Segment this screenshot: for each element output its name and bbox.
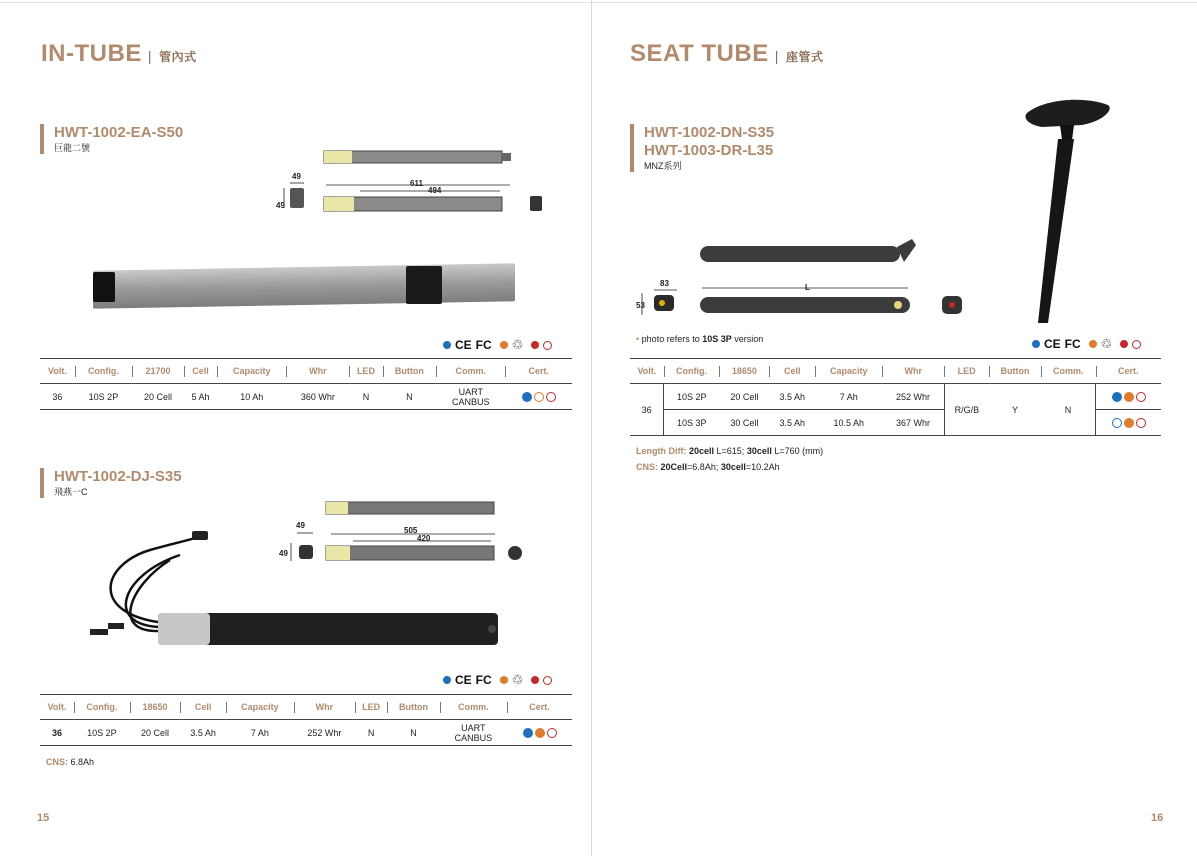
- dim-width: 83: [660, 279, 669, 288]
- header-cell-type: 21700: [132, 359, 184, 384]
- cns-b-bold: 30cell: [720, 462, 746, 472]
- cert-orange-outline-icon: [534, 392, 544, 402]
- page-title-seat-tube: [630, 40, 824, 68]
- header-cert: Cert.: [507, 695, 572, 720]
- header-led: LED: [355, 695, 387, 720]
- fc-mark-icon: FC: [1064, 337, 1081, 351]
- cell-button: N: [387, 720, 439, 746]
- cert-orange-filled-icon: [1124, 418, 1134, 428]
- length-diff-b-bold: 30cell: [746, 446, 772, 456]
- header-whr: Whr: [294, 695, 355, 720]
- header-comm: Comm.: [1041, 359, 1096, 384]
- header-cell: Cell: [184, 359, 217, 384]
- cell-config: 10S 2P: [664, 384, 720, 410]
- cell-cert: [1096, 384, 1161, 410]
- length-diff-label: Length Diff:: [636, 446, 687, 456]
- dimension-drawing-seatpost: [632, 235, 992, 330]
- header-config: Config.: [74, 695, 130, 720]
- spec-header-row: [40, 695, 572, 720]
- header-capacity: Capacity: [815, 359, 882, 384]
- red-dot-icon: [531, 676, 539, 684]
- cell-count: 20 Cell: [719, 384, 769, 410]
- red-dot-icon: [1120, 340, 1128, 348]
- model-cn-name: 飛燕一C: [54, 487, 88, 497]
- photo-note-pre: photo refers to: [641, 334, 703, 344]
- title-subtitle: 座管式: [786, 50, 824, 64]
- fc-mark-icon: FC: [475, 673, 492, 687]
- product-photo-dj-s35: [80, 525, 500, 650]
- battery-top-cells: [324, 151, 352, 163]
- spec-header-row: [630, 359, 1161, 384]
- cell-whr: 367 Whr: [882, 410, 944, 436]
- cert-orange-filled-icon: [1124, 392, 1134, 402]
- header-comm: Comm.: [436, 359, 505, 384]
- header-config: Config.: [75, 359, 132, 384]
- model-heading-ea-s50: [40, 124, 183, 154]
- cell-config: 10S 2P: [74, 720, 130, 746]
- cell-whr: 252 Whr: [294, 720, 355, 746]
- blue-dot-icon: [1032, 340, 1040, 348]
- header-button: Button: [989, 359, 1041, 384]
- dim-length-total: 611: [410, 179, 423, 188]
- product-joint-cap: [406, 266, 442, 304]
- dim-height: 49: [276, 201, 285, 210]
- dim-width: 49: [292, 172, 301, 181]
- cell-comm: UART CANBUS: [440, 720, 508, 746]
- cell-led: N: [355, 720, 387, 746]
- cell-whr: 252 Whr: [882, 384, 944, 410]
- photo-note: [636, 334, 763, 344]
- header-volt: Volt.: [40, 695, 74, 720]
- product-photo-ea-s50: [93, 263, 515, 308]
- battery-top-view: [326, 502, 494, 514]
- cell-capacity: 7 Ah: [226, 720, 294, 746]
- model-cn-name: 巨龍二號: [54, 143, 91, 153]
- cell-capacity: 7 Ah: [815, 384, 882, 410]
- cell-cell-ah: 3.5 Ah: [769, 410, 815, 436]
- header-config: Config.: [664, 359, 720, 384]
- model-heading-dj-s35: [40, 468, 182, 498]
- cns-note-seatpost: [636, 462, 780, 472]
- length-diff-note: [636, 446, 823, 456]
- length-diff-a-bold: 20cell: [689, 446, 715, 456]
- header-volt: Volt.: [630, 359, 664, 384]
- dim-diameter: 53: [636, 301, 645, 310]
- title-text: IN-TUBE: [41, 40, 142, 67]
- cns-note-dj-s35: [46, 757, 94, 767]
- ul-mark-icon: [543, 676, 552, 685]
- spec-table-dj-s35: [40, 694, 572, 746]
- table-row: [40, 720, 572, 746]
- cert-blue-filled-icon: [523, 728, 533, 738]
- header-whr: Whr: [286, 359, 349, 384]
- title-text: SEAT TUBE: [630, 40, 769, 67]
- tube-side-view: [700, 297, 910, 313]
- cert-red-outline-icon: [1136, 392, 1146, 402]
- cell-count: 30 Cell: [719, 410, 769, 436]
- model-name-1: HWT-1002-DN-S35: [644, 124, 775, 141]
- model-name: HWT-1002-DJ-S35: [54, 468, 182, 485]
- cns-label: CNS:: [636, 462, 658, 472]
- photo-note-bold: 10S 3P: [702, 334, 732, 344]
- cell-comm: UART CANBUS: [436, 384, 505, 410]
- cert-blue-filled-icon: [522, 392, 532, 402]
- cell-volt: 36: [40, 720, 74, 746]
- cns-value: 6.8Ah: [70, 757, 95, 767]
- cell-cert: [507, 720, 572, 746]
- battery-top-connector: [502, 153, 511, 161]
- dim-length-total: 505: [404, 526, 418, 535]
- spec-table-ea-s50: [40, 358, 572, 410]
- cell-volt: 36: [630, 384, 664, 436]
- cert-logos-seatpost: [1032, 336, 1141, 352]
- cns-label: CNS:: [46, 757, 68, 767]
- length-diff-b: L=760 (mm): [771, 446, 824, 456]
- cert-logos-ea-s50: [443, 337, 552, 353]
- page-number: 16: [1151, 812, 1164, 824]
- cert-orange-filled-icon: [535, 728, 545, 738]
- title-separator: |: [774, 48, 779, 64]
- cert-red-outline-icon: [546, 392, 556, 402]
- header-whr: Whr: [882, 359, 944, 384]
- cell-cert: [1096, 410, 1161, 436]
- page-right: [592, 0, 1197, 856]
- page-number: 15: [37, 812, 50, 824]
- cell-whr: 360 Whr: [286, 384, 349, 410]
- model-cn-name: MNZ系列: [644, 161, 682, 171]
- cell-config: 10S 2P: [75, 384, 132, 410]
- table-row: [630, 384, 1161, 410]
- model-heading-dn-dr: [630, 124, 774, 172]
- ce-mark-icon: CE: [455, 338, 472, 352]
- connector-view: [508, 546, 522, 560]
- header-cell-type: 18650: [130, 695, 180, 720]
- spec-header-row: [40, 359, 572, 384]
- orange-dot-icon: [500, 676, 508, 684]
- cert-red-outline-icon: [547, 728, 557, 738]
- cell-cell-ah: 5 Ah: [184, 384, 217, 410]
- cell-button: Y: [989, 384, 1041, 436]
- dim-length-body: 420: [417, 534, 431, 543]
- title-separator: |: [147, 48, 152, 64]
- cell-cell-ah: 3.5 Ah: [769, 384, 815, 410]
- battery-side-cells: [324, 197, 354, 211]
- cell-button: N: [383, 384, 437, 410]
- header-button: Button: [383, 359, 437, 384]
- cell-comm: N: [1041, 384, 1096, 436]
- recycle-icon: ♲: [511, 337, 524, 352]
- length-diff-a: L=615;: [714, 446, 745, 456]
- recycle-icon: ♲: [1100, 336, 1113, 351]
- ce-mark-icon: CE: [455, 673, 472, 687]
- header-cert: Cert.: [1096, 359, 1161, 384]
- cert-red-outline-icon: [1136, 418, 1146, 428]
- cell-capacity: 10 Ah: [217, 384, 286, 410]
- product-photo-seatpost: [1012, 95, 1122, 330]
- header-comm: Comm.: [440, 695, 508, 720]
- recycle-icon: ♲: [511, 672, 524, 687]
- cell-led: N: [349, 384, 382, 410]
- product-endcap-left: [93, 272, 115, 302]
- dim-width: 49: [296, 521, 305, 530]
- cell-count: 20 Cell: [130, 720, 180, 746]
- blue-dot-icon: [443, 676, 451, 684]
- cns-a-bold: 20Cell: [660, 462, 688, 472]
- header-capacity: Capacity: [217, 359, 286, 384]
- header-cell: Cell: [769, 359, 815, 384]
- battery-top-cells: [326, 502, 348, 514]
- cell-capacity: 10.5 Ah: [815, 410, 882, 436]
- model-name-2: HWT-1003-DR-L35: [644, 142, 774, 159]
- orange-dot-icon: [500, 341, 508, 349]
- ce-mark-icon: CE: [1044, 337, 1061, 351]
- blue-dot-icon: [443, 341, 451, 349]
- header-led: LED: [944, 359, 989, 384]
- header-volt: Volt.: [40, 359, 75, 384]
- header-capacity: Capacity: [226, 695, 294, 720]
- cert-blue-filled-icon: [1112, 392, 1122, 402]
- dim-length-body: 494: [428, 186, 442, 195]
- dim-height: 49: [279, 549, 288, 558]
- tube-top-head: [897, 239, 916, 262]
- spec-table-seatpost: [630, 358, 1161, 436]
- header-cell-type: 18650: [719, 359, 769, 384]
- cell-cert: [505, 384, 572, 410]
- dim-length: L: [805, 283, 810, 292]
- fc-mark-icon: FC: [475, 338, 492, 352]
- bullet-icon: •: [636, 334, 640, 344]
- header-cert: Cert.: [505, 359, 572, 384]
- cell-count: 20 Cell: [132, 384, 184, 410]
- cns-a: =6.8Ah;: [687, 462, 719, 472]
- title-subtitle: 管內式: [159, 50, 197, 64]
- photo-note-post: version: [731, 334, 764, 344]
- page-title-in-tube: [41, 40, 197, 68]
- ul-mark-icon: [1132, 340, 1141, 349]
- cert-blue-outline-icon: [1112, 418, 1122, 428]
- header-led: LED: [349, 359, 382, 384]
- battery-end-view: [290, 188, 304, 208]
- red-dot-icon: [531, 341, 539, 349]
- header-cell: Cell: [180, 695, 226, 720]
- page-left: [0, 0, 592, 856]
- cns-b: =10.2Ah: [745, 462, 780, 472]
- tube-top-view: [700, 246, 900, 262]
- cell-volt: 36: [40, 384, 75, 410]
- cell-cell-ah: 3.5 Ah: [180, 720, 226, 746]
- cert-logos-dj-s35: [443, 672, 552, 688]
- header-button: Button: [387, 695, 439, 720]
- table-row: [40, 384, 572, 410]
- cell-led: R/G/B: [944, 384, 989, 436]
- cell-config: 10S 3P: [664, 410, 720, 436]
- connector-view: [530, 196, 542, 211]
- orange-dot-icon: [1089, 340, 1097, 348]
- ul-mark-icon: [543, 341, 552, 350]
- model-name: HWT-1002-EA-S50: [54, 124, 184, 141]
